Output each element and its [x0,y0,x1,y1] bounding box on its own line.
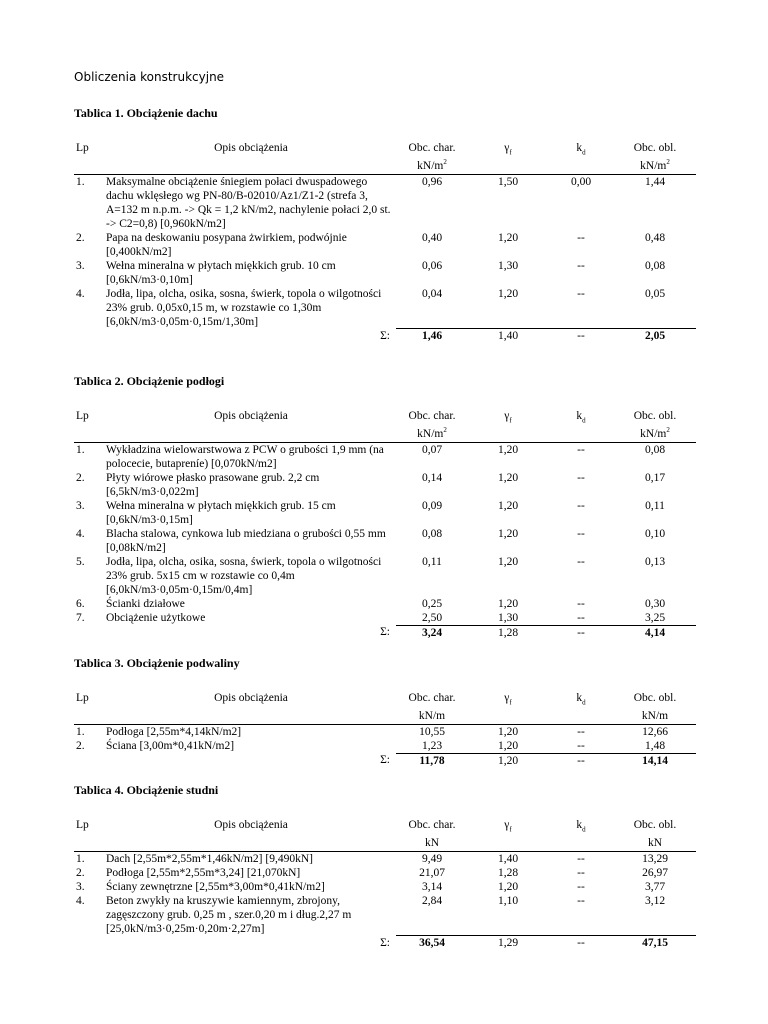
header-obl-unit: kN [647,836,663,849]
header-obl-unit: kN/m [640,159,667,172]
header-kd-symbol: k [576,410,583,422]
row-kd-value: -- [577,287,585,300]
header-obl [614,409,696,442]
header-obl-label: Obc. obl. [633,692,677,704]
row-kd-value: -- [577,527,585,540]
sum-row [74,329,696,344]
row-desc: Podłoga [2,55m*2,55m*3,24] [21,070kN] [106,866,301,879]
sum-spacer [74,329,106,344]
row-obl-value: 0,13 [644,555,666,568]
row-obl-value: 0,10 [644,527,666,540]
header-desc [106,409,396,442]
table-row [74,555,696,597]
row-char-value: 0,06 [421,259,443,272]
header-char-unit-line [396,832,468,850]
row-desc: Płyty wiórowe płasko prasowane grub. 2,2 cm [6,5kN/m3·0,022m] [106,471,320,498]
row-lp: 2. [76,739,85,752]
header-gamma-symbol: γ [504,692,510,704]
row-kd-value: -- [577,880,585,893]
header-desc [106,818,396,851]
row-gamma-value: 1,20 [497,527,519,540]
row-obl-value: 0,08 [644,443,666,456]
header-obl-unit-line [614,705,696,723]
sum-row [74,625,696,640]
header-gamma-sub: f [509,416,512,425]
load-table [74,691,696,768]
table-row [74,880,696,894]
header-kd-sub: d [582,148,586,157]
header-gamma [468,409,548,442]
row-desc: Jodła, lipa, olcha, osika, sosna, świerk, topola o wilgotności 23% grub. 0,05x0,15 m, w rozstawie co 1,30m [6,0kN/m3·0,05m·0,15m/1,30m] [106,287,382,328]
header-obl-unit-line [614,832,696,850]
row-desc: Blacha stalowa, cynkowa lub miedziana o grubości 0,55 mm [0,08kN/m2] [106,527,386,554]
header-obl-label: Obc. obl. [633,819,677,831]
header-lp-label: Lp [76,142,89,154]
header-obl-unit-line [614,423,696,441]
sum-row [74,936,696,951]
row-gamma-value: 1,30 [497,611,519,624]
row-kd-value: -- [577,725,585,738]
row-obl-value: 0,11 [645,499,665,512]
row-char-value: 0,08 [421,527,443,540]
header-desc [106,691,396,724]
header-gamma-symbol: γ [504,142,510,154]
row-kd-value: -- [577,852,585,865]
sum-kd-value: -- [548,753,614,768]
sum-row [74,753,696,768]
row-desc: Wełna mineralna w płytach miękkich grub. 10 cm [0,6kN/m3·0,10m] [106,259,336,286]
header-lp [74,818,106,851]
load-table [74,818,696,950]
sum-obl-value: 2,05 [614,329,696,344]
header-obl-sup: 2 [666,426,670,434]
row-char-value: 0,96 [421,175,443,188]
row-char-value: 2,50 [421,611,443,624]
table-row [74,527,696,555]
row-char-value: 10,55 [419,725,445,738]
row-lp: 7. [76,611,85,624]
table-row [74,499,696,527]
table-row [74,259,696,287]
sum-obl-value: 14,14 [614,753,696,768]
row-obl-value: 0,48 [644,231,666,244]
header-kd-symbol: k [576,692,583,704]
header-char-unit-line [396,423,468,441]
header-lp-label: Lp [76,692,89,704]
row-lp: 2. [76,471,85,484]
table-header-row [74,818,696,851]
row-char-value: 0,11 [422,555,442,568]
header-char-unit: kN/m [418,709,446,722]
row-desc: Ściana [3,00m*0,41kN/m2] [106,739,235,752]
sum-kd-value: -- [548,936,614,951]
sum-char-value: 11,78 [396,753,468,768]
header-char-label: Obc. char. [408,142,456,154]
header-kd-symbol: k [576,819,583,831]
sum-kd-value: -- [548,329,614,344]
table-block-podlogi [74,374,694,640]
row-lp: 4. [76,894,85,907]
header-obl-sup: 2 [666,158,670,166]
sum-label: Σ: [380,626,390,639]
row-char-value: 21,07 [419,866,445,879]
table-header-row [74,691,696,724]
header-char-label: Obc. char. [408,410,456,422]
sum-kd-value: -- [548,625,614,640]
sum-label: Σ: [380,754,390,767]
header-obl-label: Obc. obl. [633,142,677,154]
row-gamma-value: 1,30 [497,259,519,272]
row-char-value: 0,40 [421,231,443,244]
header-char-unit-line [396,155,468,173]
row-kd-value: -- [577,611,585,624]
sum-obl-value: 4,14 [614,625,696,640]
row-char-value: 0,14 [421,471,443,484]
row-desc: Ściany zewnętrzne [2,55m*3,00m*0,41kN/m2] [106,880,325,893]
row-obl-value: 0,30 [644,597,666,610]
row-gamma-value: 1,20 [497,231,519,244]
row-obl-value: 12,66 [642,725,668,738]
sum-spacer [74,753,106,768]
row-char-value: 0,04 [421,287,443,300]
header-kd-sub: d [582,416,586,425]
row-lp: 3. [76,499,85,512]
header-gamma [468,818,548,851]
row-lp: 3. [76,880,85,893]
table-row [74,851,696,866]
row-obl-value: 3,77 [644,880,666,893]
row-char-value: 2,84 [421,894,443,907]
load-table [74,141,696,343]
row-gamma-value: 1,20 [497,471,519,484]
table-row [74,597,696,611]
row-gamma-value: 1,28 [497,866,519,879]
sum-gamma-value: 1,28 [468,625,548,640]
table-row [74,724,696,739]
row-gamma-value: 1,20 [497,739,519,752]
row-gamma-value: 1,20 [497,880,519,893]
table-block-dach [74,106,694,343]
table-header-row [74,409,696,442]
row-desc: Beton zwykły na kruszywie kamiennym, zbrojony, zagęszczony grub. 0,25 m , szer.0,20 m i dług.2,27 m [25,0kN/m3·0,25m·0,20m·2,27m] [106,894,352,935]
row-gamma-value: 1,10 [497,894,519,907]
row-desc: Podłoga [2,55m*4,14kN/m2] [106,725,242,738]
row-gamma-value: 1,20 [497,443,519,456]
row-gamma-value: 1,20 [497,597,519,610]
header-lp [74,141,106,174]
table-title: Tablica 2. Obciążenie podłogi [74,374,225,388]
row-lp: 1. [76,725,85,738]
row-obl-value: 0,08 [644,259,666,272]
header-char-sup: 2 [443,426,447,434]
header-gamma [468,141,548,174]
row-desc: Dach [2,55m*2,55m*1,46kN/m2] [9,490kN] [106,852,313,865]
row-char-value: 9,49 [421,852,443,865]
header-obl [614,818,696,851]
header-char-label: Obc. char. [408,692,456,704]
table-block-podwaliny [74,656,694,768]
table-block-studni [74,783,694,950]
row-desc: Ścianki działowe [106,597,185,610]
header-gamma-sub: f [509,825,512,834]
header-desc-label: Opis obciążenia [214,142,288,154]
row-desc: Jodła, lipa, olcha, osika, sosna, świerk, topola o wilgotności 23% grub. 5x15 cm w rozstawie co 0,4m [6,0kN/m3·0,05m·0,15m/0,4m] [106,555,382,596]
header-kd [548,409,614,442]
row-desc: Obciążenie użytkowe [106,611,206,624]
header-char-unit: kN/m [417,427,444,440]
header-desc [106,141,396,174]
row-lp: 4. [76,287,85,300]
row-obl-value: 13,29 [642,852,668,865]
table-row [74,739,696,754]
table-row [74,231,696,259]
row-kd-value: 0,00 [570,175,592,188]
row-desc: Papa na deskowaniu posypana żwirkiem, podwójnie [0,400kN/m2] [106,231,347,258]
header-kd-symbol: k [576,142,583,154]
row-kd-value: -- [577,866,585,879]
header-gamma-sub: f [509,698,512,707]
sum-spacer [74,625,106,640]
sum-label: Σ: [380,329,390,342]
header-obl [614,141,696,174]
header-kd [548,691,614,724]
row-kd-value: -- [577,443,585,456]
row-char-value: 1,23 [421,739,443,752]
row-lp: 2. [76,866,85,879]
row-kd-value: -- [577,499,585,512]
sum-char-value: 36,54 [396,936,468,951]
row-gamma-value: 1,40 [497,852,519,865]
row-char-value: 0,09 [421,499,443,512]
row-kd-value: -- [577,555,585,568]
sum-char-value: 1,46 [396,329,468,344]
header-obl-unit: kN/m [640,427,667,440]
sum-gamma-value: 1,40 [468,329,548,344]
row-gamma-value: 1,20 [497,287,519,300]
row-lp: 1. [76,175,85,188]
row-kd-value: -- [577,231,585,244]
header-obl [614,691,696,724]
row-kd-value: -- [577,894,585,907]
header-desc-label: Opis obciążenia [214,410,288,422]
header-lp-label: Lp [76,819,89,831]
row-kd-value: -- [577,259,585,272]
header-char-unit-line [396,705,468,723]
load-table [74,409,696,640]
header-desc-label: Opis obciążenia [214,819,288,831]
table-title: Tablica 1. Obciążenie dachu [74,106,218,120]
header-obl-label: Obc. obl. [633,410,677,422]
header-char-sup: 2 [443,158,447,166]
row-obl-value: 3,12 [644,894,666,907]
table-header-row [74,141,696,174]
header-char-unit: kN [424,836,440,849]
row-gamma-value: 1,20 [497,499,519,512]
row-obl-value: 3,25 [644,611,666,624]
table-title: Tablica 3. Obciążenie podwaliny [74,656,240,670]
row-kd-value: -- [577,471,585,484]
header-char-unit: kN/m [417,159,444,172]
row-lp: 6. [76,597,85,610]
header-obl-unit-line [614,155,696,173]
table-row [74,442,696,471]
row-obl-value: 1,44 [644,175,666,188]
sum-spacer [74,936,106,951]
header-char [396,818,468,851]
document-title: Obliczenia konstrukcyjne [74,70,225,84]
row-obl-value: 1,48 [644,739,666,752]
header-char-label: Obc. char. [408,819,456,831]
header-gamma [468,691,548,724]
row-obl-value: 0,05 [644,287,666,300]
header-kd [548,818,614,851]
header-kd-sub: d [582,825,586,834]
row-lp: 4. [76,527,85,540]
row-kd-value: -- [577,739,585,752]
header-gamma-sub: f [509,148,512,157]
sum-label: Σ: [380,936,390,949]
table-row [74,866,696,880]
sum-gamma-value: 1,20 [468,753,548,768]
header-lp-label: Lp [76,410,89,422]
row-char-value: 3,14 [421,880,443,893]
header-desc-label: Opis obciążenia [214,692,288,704]
header-lp [74,409,106,442]
row-desc: Maksymalne obciążenie śniegiem połaci dwuspadowego dachu wklęsłego wg PN-80/B-02010/Az1/Z1-2 (strefa 3, A=132 m n.p.m. -> Qk = 1,2 kN/m2, nachylenie połaci 2,0 st. -> C2=0,8) [0,960kN/m2] [106,175,391,230]
row-kd-value: -- [577,597,585,610]
table-row [74,611,696,626]
sum-gamma-value: 1,29 [468,936,548,951]
row-char-value: 0,25 [421,597,443,610]
header-kd [548,141,614,174]
row-lp: 3. [76,259,85,272]
header-lp [74,691,106,724]
header-char [396,141,468,174]
row-desc: Wykładzina wielowarstwowa z PCW o grubości 1,9 mm (na polocecie, butapreníe) [0,070kN/m2] [106,443,384,470]
table-row [74,471,696,499]
header-gamma-symbol: γ [504,819,510,831]
header-kd-sub: d [582,698,586,707]
table-title: Tablica 4. Obciążenie studni [74,783,219,797]
sum-obl-value: 47,15 [614,936,696,951]
row-lp: 1. [76,852,85,865]
row-gamma-value: 1,50 [497,175,519,188]
header-char [396,691,468,724]
row-gamma-value: 1,20 [497,555,519,568]
row-lp: 2. [76,231,85,244]
header-obl-unit: kN/m [641,709,669,722]
sum-char-value: 3,24 [396,625,468,640]
table-row [74,287,696,329]
table-row [74,894,696,936]
row-obl-value: 26,97 [642,866,668,879]
row-obl-value: 0,17 [644,471,666,484]
table-row [74,174,696,231]
row-gamma-value: 1,20 [497,725,519,738]
row-lp: 5. [76,555,85,568]
header-char [396,409,468,442]
header-gamma-symbol: γ [504,410,510,422]
row-desc: Wełna mineralna w płytach miękkich grub. 15 cm [0,6kN/m3·0,15m] [106,499,336,526]
row-char-value: 0,07 [421,443,443,456]
row-lp: 1. [76,443,85,456]
